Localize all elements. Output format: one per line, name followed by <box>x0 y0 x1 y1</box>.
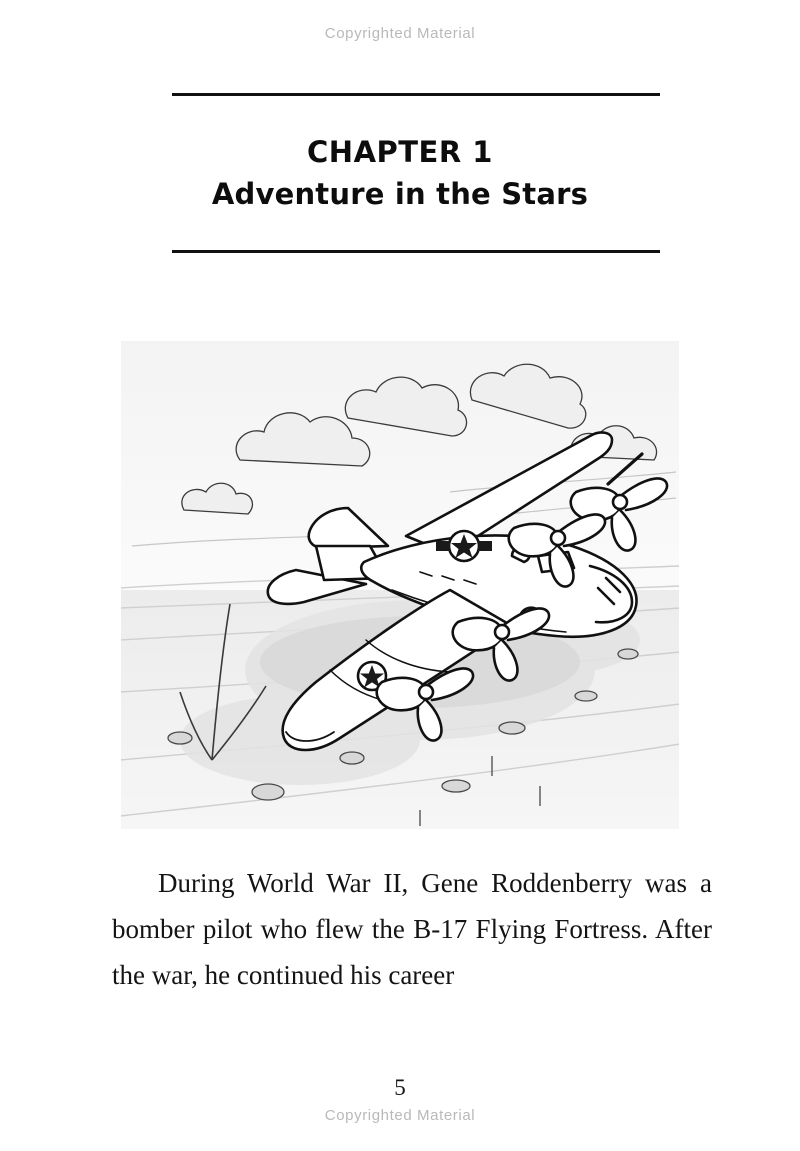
body-paragraph: During World War II, Gene Roddenberry was a bomber pilot who flew the B-17 Flying Fortress. After the war, he continued his career <box>112 868 712 990</box>
chapter-rule-top <box>172 93 660 96</box>
body-paragraph-block <box>112 860 712 998</box>
chapter-heading <box>0 131 800 215</box>
chapter-rule-bottom <box>172 250 660 253</box>
chapter-title: Adventure in the Stars <box>211 177 589 212</box>
copyright-watermark-bottom: Copyrighted Material <box>324 1107 476 1124</box>
page-number: 5 <box>394 1075 406 1100</box>
chapter-number: CHAPTER 1 <box>307 135 493 169</box>
bomber-illustration <box>120 340 680 830</box>
illustration-scene <box>120 340 680 830</box>
copyright-watermark-top: Copyrighted Material <box>324 25 476 42</box>
